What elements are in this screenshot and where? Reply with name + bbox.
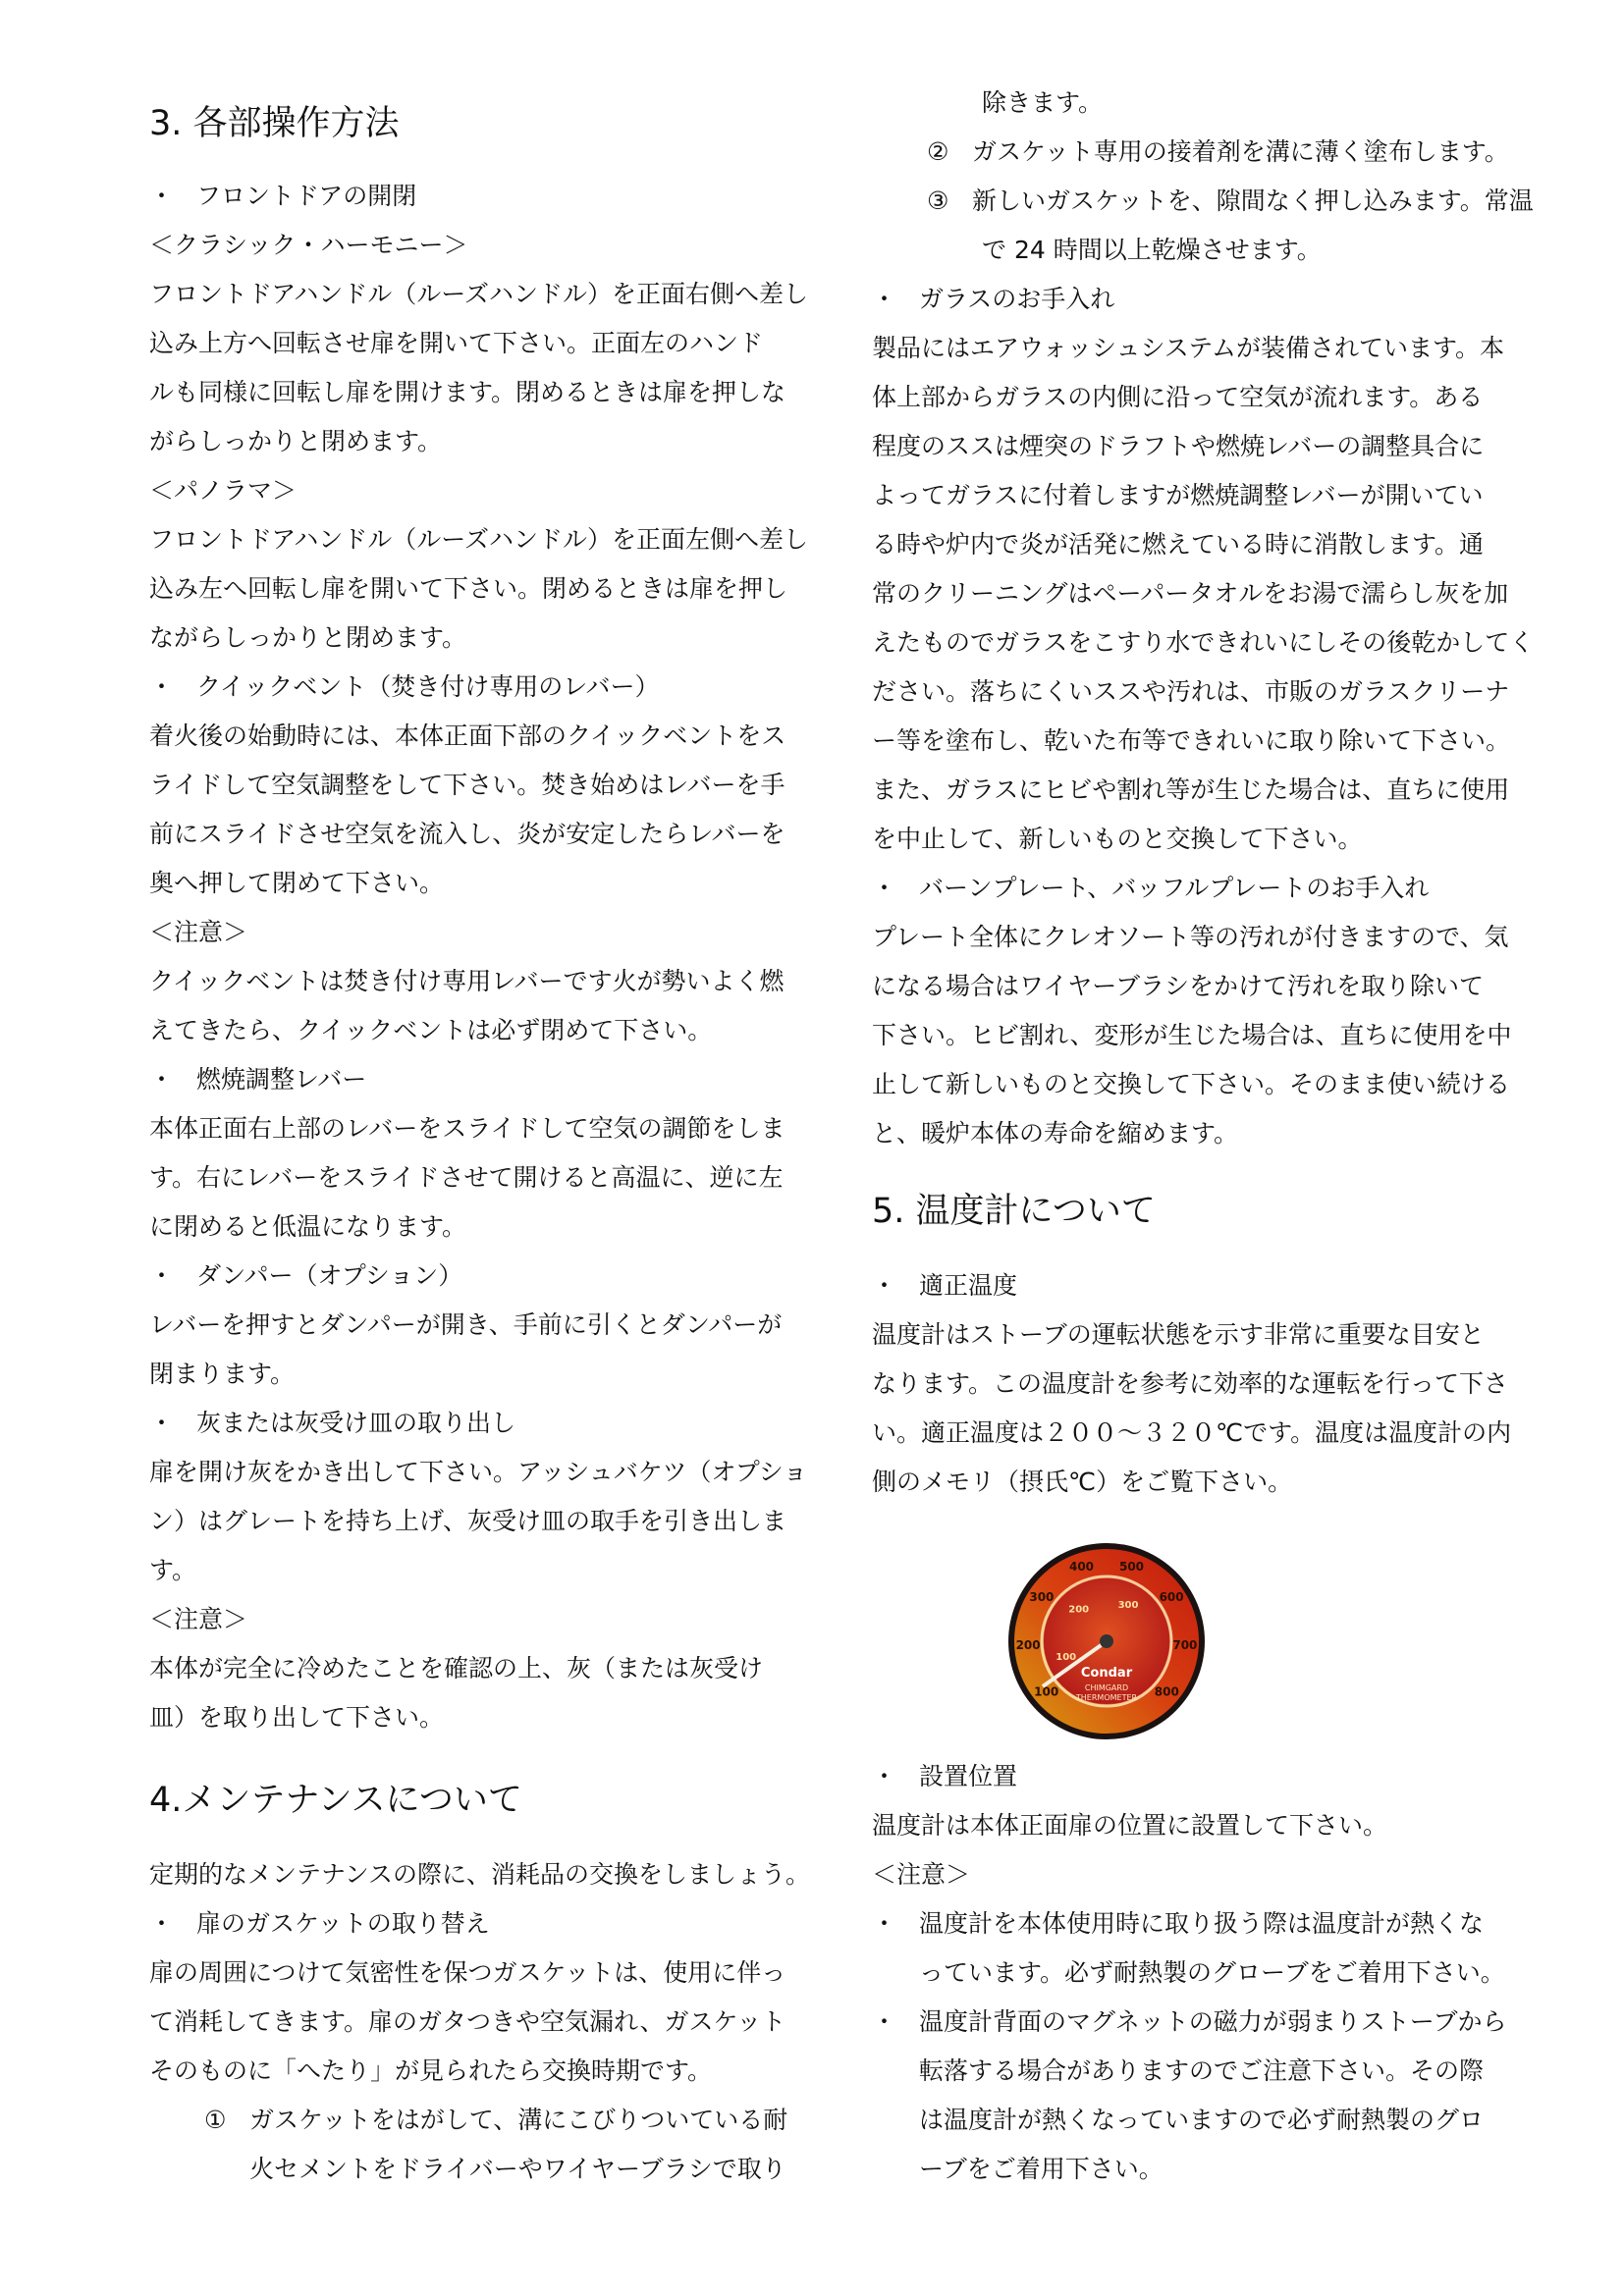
step-number: ①: [204, 2106, 227, 2134]
bullet: ・: [872, 1909, 897, 1938]
glass-line: 体上部からガラスの内側に沿って空気が流れます。ある: [872, 383, 1484, 411]
thermometer-scale-label: 800: [1154, 1684, 1179, 1699]
glass-line: 程度のススは煙突のドラフトや燃焼レバーの調整具合に: [872, 432, 1485, 460]
proper-temp-item: [872, 1269, 1017, 1303]
caution-text: 転落する場合がありますのでご注意下さい。その際: [919, 2056, 1485, 2085]
step-1-cont: 火セメントをドライバーやワイヤーブラシで取り: [249, 2155, 786, 2183]
panorama-line: ながらしっかりと閉めます。: [149, 623, 467, 652]
quick-vent-line: 着火後の始動時には、本体正面下部のクイックベントをス: [149, 721, 786, 750]
ash-line: す。: [149, 1556, 197, 1584]
quick-vent-line: 前にスライドさせ空気を流入し、炎が安定したらレバーを: [149, 820, 785, 848]
classic-line: 込み上方へ回転させ扉を開いて下さい。正面左のハンド: [149, 329, 764, 357]
thermometer-scale-label: 600: [1159, 1589, 1184, 1604]
front-door-title: フロントドアの開閉: [196, 182, 417, 210]
thermometer-inner-label: 200: [1068, 1604, 1090, 1616]
step-number: ③: [927, 187, 949, 215]
bullet: ・: [149, 1409, 175, 1437]
section3-heading: 3. 各部操作方法: [149, 104, 400, 143]
classic-line: がらしっかりと閉めます。: [149, 427, 443, 455]
burn-plate-line: 下さい。ヒビ割れ、変形が生じた場合は、直ちに使用を中: [872, 1021, 1512, 1049]
glass-item: [872, 283, 1114, 316]
glass-title: ガラスのお手入れ: [919, 285, 1115, 313]
bullet: ・: [872, 1762, 897, 1790]
caution-text: は温度計が熱くなっていますので必ず耐熱製のグロ: [919, 2106, 1485, 2134]
thermometer-dial: [982, 1531, 1231, 1749]
step-3: [927, 185, 1534, 218]
caution-line: えてきたら、クイックベントは必ず閉めて下さい。: [149, 1016, 713, 1044]
step-2: [927, 135, 1509, 169]
glass-line: ー等を塗布し、乾いた布等できれいに取り除いて下さい。: [872, 726, 1511, 755]
bullet: ・: [149, 1261, 175, 1290]
combustion-line: す。右にレバーをスライドさせて開けると高温に、逆に左: [149, 1163, 784, 1192]
bullet: ・: [872, 1271, 897, 1300]
combustion-line: 本体正面右上部のレバーをスライドして空気の調節をしま: [149, 1114, 785, 1143]
caution-text: 温度計背面のマグネットの磁力が弱まりストーブから: [919, 2007, 1507, 2036]
proper-temp-line: 側のメモリ（摂氏℃）をご覧下さい。: [872, 1468, 1293, 1496]
caution-item: [872, 2005, 1507, 2039]
proper-temp-line: 温度計はストーブの運転状態を示す非常に重要な目安と: [872, 1320, 1485, 1349]
thermometer-scale-label: 100: [1034, 1684, 1059, 1699]
bullet: ・: [149, 1065, 175, 1094]
proper-temp-line: い。適正温度は２００～３２０℃です。温度は温度計の内: [872, 1418, 1512, 1447]
caution-text: 温度計を本体使用時に取り扱う際は温度計が熱くな: [919, 1909, 1485, 1938]
damper-item: [149, 1259, 462, 1293]
panorama-line: フロントドアハンドル（ルーズハンドル）を正面左側へ差し: [149, 525, 809, 554]
bullet: ・: [872, 285, 897, 313]
bullet: ・: [872, 2007, 897, 2036]
panorama-label: ＜パノラマ＞: [149, 476, 298, 505]
front-door-item: [149, 180, 416, 213]
combustion-lever-title: 燃焼調整レバー: [196, 1065, 367, 1094]
section4-heading: 4.メンテナンスについて: [149, 1781, 522, 1820]
burn-plate-line: プレート全体にクレオソート等の汚れが付きますので、気: [872, 923, 1509, 951]
quick-vent-line: ライドして空気調整をして下さい。焚き始めはレバーを手: [149, 771, 785, 799]
thermometer-scale-label: 700: [1172, 1638, 1198, 1652]
quick-vent-line: 奥へ押して閉めて下さい。: [149, 869, 445, 897]
burn-plate-line: 止して新しいものと交換して下さい。そのまま使い続ける: [872, 1070, 1511, 1098]
glass-line: えたものでガラスをこすり水できれいにしその後乾かしてく: [872, 628, 1535, 657]
ash-line: 扉を開け灰をかき出して下さい。アッシュバケツ（オプショ: [149, 1458, 808, 1486]
classic-label: ＜クラシック・ハーモニー＞: [149, 231, 468, 259]
glass-line: を中止して、新しいものと交換して下さい。: [872, 825, 1363, 853]
glass-line: 製品にはエアウォッシュシステムが装備されています。本: [872, 334, 1505, 362]
classic-line: フロントドアハンドル（ルーズハンドル）を正面右側へ差し: [149, 280, 809, 308]
gasket-line: 扉の周囲につけて気密性を保つガスケットは、使用に伴っ: [149, 1958, 786, 1987]
combustion-line: に閉めると低温になります。: [149, 1212, 467, 1241]
thermometer-scale-label: 300: [1029, 1589, 1055, 1604]
damper-line: 閉まります。: [149, 1360, 296, 1388]
caution-line: 本体が完全に冷めたことを確認の上、灰（または灰受け: [149, 1654, 764, 1682]
glass-line: る時や炉内で炎が活発に燃えている時に消散します。通: [872, 530, 1485, 559]
gasket-line: そのものに「へたり」が見られたら交換時期です。: [149, 2056, 713, 2085]
bullet: ・: [149, 672, 175, 701]
ash-title: 灰または灰受け皿の取り出し: [196, 1409, 516, 1437]
caution-label: ＜注意＞: [149, 1605, 248, 1633]
thermometer-image: [982, 1531, 1231, 1749]
proper-temp-line: なります。この温度計を参考に効率的な運転を行って下さ: [872, 1369, 1509, 1398]
gasket-item: [149, 1907, 490, 1941]
ash-item: [149, 1407, 515, 1440]
thermometer-inner-label: 300: [1117, 1599, 1139, 1611]
thermometer-brand: Condar: [1080, 1666, 1133, 1681]
bullet: ・: [149, 1909, 175, 1938]
thermometer-inner-label: 100: [1056, 1652, 1077, 1663]
glass-line: よってガラスに付着しますが燃焼調整レバーが開いてい: [872, 481, 1484, 509]
step-number: ②: [927, 137, 949, 166]
ash-line: ン）はグレートを持ち上げ、灰受け皿の取手を引き出しま: [149, 1507, 787, 1535]
burn-plate-line: になる場合はワイヤーブラシをかけて汚れを取り除いて: [872, 972, 1485, 1000]
placement-title: 設置位置: [919, 1762, 1018, 1790]
section5-heading: 5. 温度計について: [872, 1192, 1156, 1231]
combustion-lever-item: [149, 1063, 366, 1096]
classic-line: ルも同様に回転し扉を開けます。閉めるときは扉を押しな: [149, 378, 786, 406]
gasket-title: 扉のガスケットの取り替え: [196, 1909, 490, 1938]
burn-plate-title: バーンプレート、バッフルプレートのお手入れ: [919, 874, 1430, 902]
proper-temp-title: 適正温度: [919, 1271, 1018, 1300]
bullet: ・: [149, 182, 175, 210]
thermometer-scale-label: 400: [1068, 1560, 1095, 1575]
placement-item: [872, 1760, 1017, 1793]
burn-plate-line: と、暖炉本体の寿命を縮めます。: [872, 1119, 1239, 1148]
caution-text: っています。必ず耐熱製のグローブをご着用下さい。: [919, 1958, 1505, 1987]
caution-item: [872, 1907, 1484, 1941]
damper-line: レバーを押すとダンパーが開き、手前に引くとダンパーが: [149, 1310, 783, 1339]
step-3-cont: で 24 時間以上乾燥させます。: [982, 236, 1322, 264]
glass-line: また、ガラスにヒビや割れ等が生じた場合は、直ちに使用: [872, 775, 1510, 804]
step-1: [204, 2104, 787, 2137]
damper-title: ダンパー（オプション）: [196, 1261, 463, 1290]
placement-line: 温度計は本体正面扉の位置に設置して下さい。: [872, 1811, 1388, 1840]
step-1-cont: 除きます。: [982, 88, 1104, 117]
caution-line: 皿）を取り出して下さい。: [149, 1703, 445, 1732]
step-text: 新しいガスケットを、隙間なく押し込みます。常温: [972, 187, 1534, 215]
caution-text: ーブをご着用下さい。: [919, 2155, 1164, 2183]
section4-intro: 定期的なメンテナンスの際に、消耗品の交換をしましょう。: [149, 1860, 811, 1889]
gasket-line: て消耗してきます。扉のガタつきや空気漏れ、ガスケット: [149, 2007, 786, 2036]
caution-line: クイックベントは焚き付け専用レバーです火が勢いよく燃: [149, 967, 785, 995]
panorama-line: 込み左へ回転し扉を開いて下さい。閉めるときは扉を押し: [149, 574, 788, 603]
quick-vent-item: [149, 670, 660, 704]
thermometer-pivot: [1100, 1634, 1113, 1648]
bullet: ・: [872, 874, 897, 902]
thermometer-model: CHIMGARD: [1084, 1683, 1129, 1692]
glass-line: ださい。落ちにくいススや汚れは、市販のガラスクリーナ: [872, 677, 1510, 706]
quick-vent-title: クイックベント（焚き付け専用のレバー）: [196, 672, 660, 701]
step-text: ガスケットをはがして、溝にこびりついている耐: [249, 2106, 788, 2134]
glass-line: 常のクリーニングはペーパータオルをお湯で濡らし灰を加: [872, 579, 1509, 608]
caution-label: ＜注意＞: [149, 918, 248, 946]
step-text: ガスケット専用の接着剤を溝に薄く塗布します。: [972, 137, 1509, 166]
thermometer-scale-label: 200: [1015, 1638, 1041, 1652]
thermometer-scale-label: 500: [1118, 1560, 1145, 1575]
thermometer-model: THERMOMETER: [1075, 1693, 1138, 1702]
burn-plate-item: [872, 872, 1429, 905]
caution-label: ＜注意＞: [872, 1860, 971, 1889]
